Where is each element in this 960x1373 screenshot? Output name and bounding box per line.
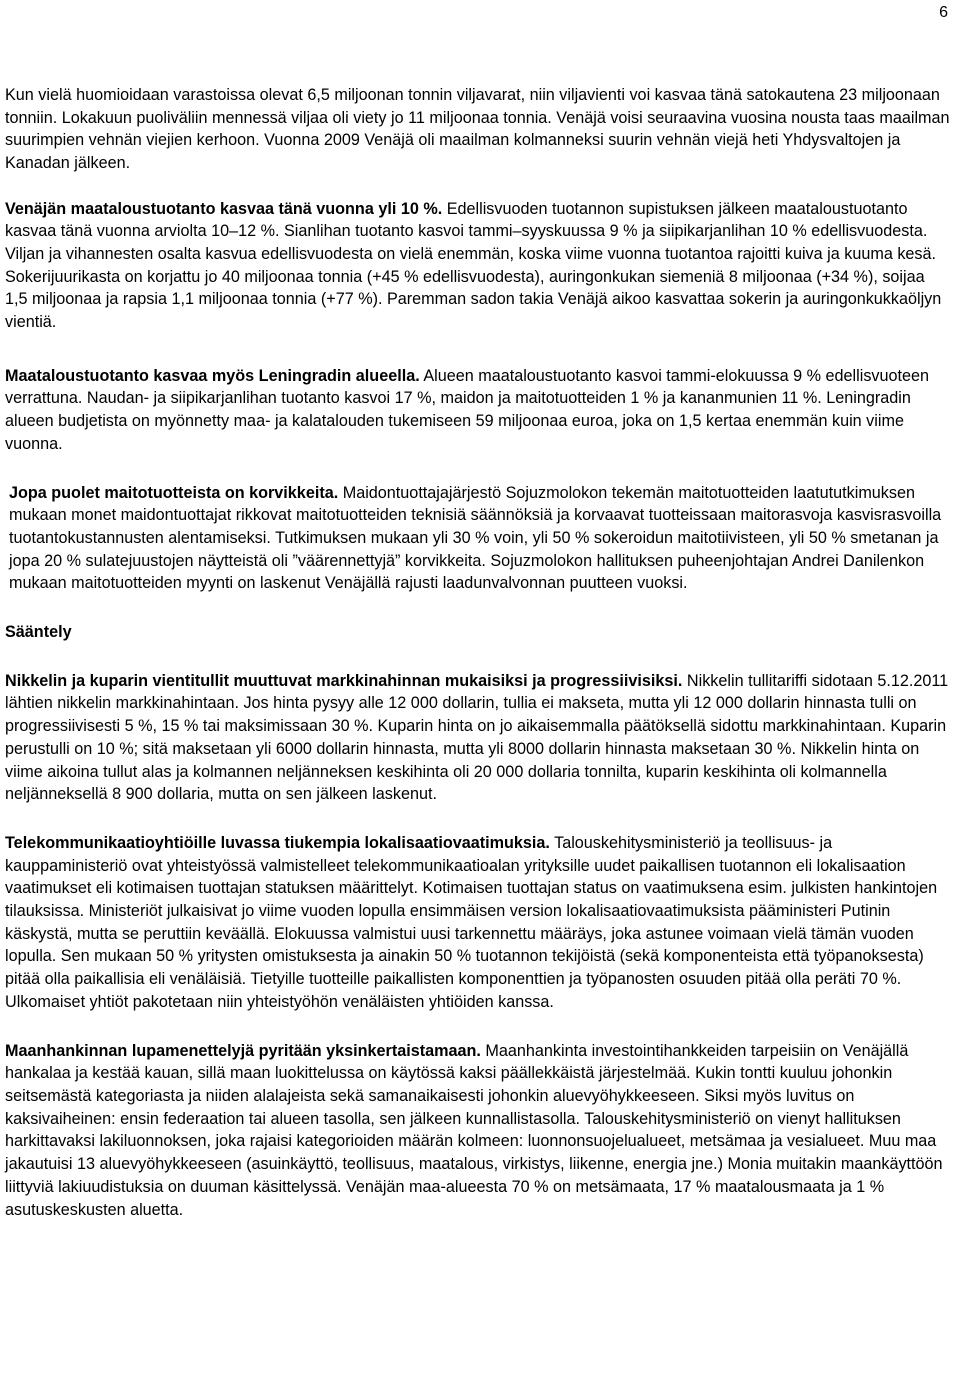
paragraph-nickel-copper [5,670,950,806]
paragraph-agri-production [5,198,950,334]
paragraph-text: Maidontuottajajärjestö Sojuzmolokon tekemän maitotuotteiden laatututkimuksen mukaan monet maidontuottajat rikkovat maitotuotteiden teknisiä säännöksiä ja korvaavat tuotteissaan maitorasvoja kasvisrasvoilla tuotantokustannusten alentamiseksi. Tutkimuksen mukaan yli 30 % voin, yli 50 % sokeroidun maitotiivisteen, yli 50 % smetanan ja jopa 20 % sulatejuustojen näytteistä oli ”väärennettyjä” korvikkeita. Sojuzmolokon hallituksen puheenjohtajan Andrei Danilenkon mukaan maitotuotteiden myynti on laskenut Venäjällä rajusti laadunvalvonnan puutteen vuoksi. [9,483,942,593]
paragraph-heading: Nikkelin ja kuparin vientitullit muuttuvat markkinahinnan mukaisiksi ja progressiivisiksi. [5,671,683,690]
paragraph-heading: Maataloustuotanto kasvaa myös Leningradin alueella. [5,366,420,385]
paragraph-text: Talouskehitysministeriö ja teollisuus- ja kauppaministeriö ovat yhteistyössä valmistelleet telekommunikaatioalan yrityksille uudet paikallisen tuotannon eli lokalisaation vaatimukset eli kotimaisen tuottajan statuksen määrittelyt. Kotimaisen tuottajan status on vaatimuksena esim. julkisten hankintojen tilauksissa. Ministeriöt julkaisivat jo viime vuoden lopulla ensimmäisen version lokalisaatiovaatimuksista pääministeri Putinin käskystä, mutta se peruttiin keväällä. Elokuussa valmistui uusi tarkennettu määräys, joka astunee voimaan vielä tämän vuoden lopulla. Sen mukaan 50 % yritysten omistuksesta ja ainakin 50 % tuotannon tekijöistä (sekä komponenteista että työpanoksesta) pitää olla paikallisia eli venäläisiä. Tietyille tuotteille paikallisten komponenttien ja työpanosten osuuden pitää olla peräti 70 %. Ulkomaiset yhtiöt pakotetaan niin yhteistyöhön venäläisten yhtiöiden kanssa. [5,833,938,1011]
paragraph-heading: Jopa puolet maitotuotteista on korvikkeita. [9,483,339,502]
paragraph-text: Kun vielä huomioidaan varastoissa olevat 6,5 miljoonan tonnin viljavarat, niin viljavienti voi kasvaa tänä satokautena 23 miljoonaan tonniin. Lokakuun puoliväliin mennessä viljaa oli viety jo 11 miljoonaa tonnia. Venäjä voisi seuraavina vuosina nousta taas maailman suurimpien vehnän viejien kerhoon. Vuonna 2009 Venäjä oli maailman kolmanneksi suurin vehnän viejä heti Yhdysvaltojen ja Kanadan jälkeen. [5,86,950,173]
paragraph-heading: Maanhankinnan lupamenettelyjä pyritään yksinkertaistamaan. [5,1041,481,1060]
paragraph-grain-exports [5,84,950,175]
paragraph-text: Maanhankinta investointihankkeiden tarpeisiin on Venäjällä hankalaa ja kestää kauan, sillä maan luokittelussa on käytössä kaksi päällekkäistä järjestelmää. Kukin tontti kuuluu johonkin seitsemästä kategoriasta ja niiden alalajeista sekä samanaikaisesti johonkin aluevyöhykkeeseen. Siksi myös luvitus on kaksivaiheinen: ensin federaation tai alueen tasolla, sen jälkeen kunnallistasolla. Talouskehitysministeriö on vienyt hallituksen harkittavaksi lakiluonnoksen, joka rajaisi kategorioiden määrän kolmeen: luonnonsuojelualueet, metsämaa ja vesialueet. Muu maa jakautuisi 13 aluevyöhykkeeseen (asuinkäyttö, teollisuus, maatalous, virkistys, liikenne, energia jne.) Monia muitakin maankäyttöön liittyviä lakiuudistuksia on duuman käsittelyssä. Venäjän maa-alueesta 70 % on metsämaata, 17 % maatalousmaata ja 1 % asutuskeskusten aluetta. [5,1041,943,1219]
paragraph-heading: Venäjän maataloustuotanto kasvaa tänä vuonna yli 10 %. [5,199,443,218]
paragraph-land-acquisition [5,1040,950,1222]
paragraph-leningrad [5,365,950,456]
document-body [5,84,950,1221]
paragraph-telecom-localisation [5,832,950,1014]
paragraph-text: Nikkelin tullitariffi sidotaan 5.12.2011 lähtien nikkelin markkinahintaan. Jos hinta pysyy alle 12 000 dollarin, tullia ei makseta, mutta yli 12 000 dollarin hinnasta tulli on progressiivisesti 5 %, 15 % tai maksimissaan 30 %. Kuparin hinta on jo aikaisemmalla päätöksellä sidottu markkinahintaan. Kuparin perustulli on 10 %; sitä maksetaan yli 6000 dollarin hinnasta, mutta yli 8000 dollarin hinnasta maksetaan 30 %. Nikkelin hinta on viime aikoina tullut alas ja kolmannen neljänneksen keskihinta oli 20 000 dollaria tonnilta, kuparin keskihinta oli kolmannella neljänneksellä 8 900 dollaria, mutta on sen jälkeen laskenut. [5,671,949,804]
paragraph-text: Alueen maataloustuotanto kasvoi tammi-elokuussa 9 % edellisvuoteen verrattuna. Naudan- ja siipikarjanlihan tuotanto kasvoi 17 %, maidon ja maitotuotteiden 1 % ja kananmunien 11 %. Leningradin alueen budjetista on myönnetty maa- ja kalatalouden tukemiseen 59 miljoonaa euroa, joka on 1,5 kertaa enemmän kuin viime vuonna. [5,366,930,453]
paragraph-heading: Telekommunikaatioyhtiöille luvassa tiukempia lokalisaatiovaatimuksia. [5,833,550,852]
paragraph-text: Edellisvuoden tuotannon supistuksen jälkeen maataloustuotanto kasvaa tänä vuonna arviolta 10–12 %. Sianlihan tuotanto kasvoi tammi–syyskuussa 9 % ja siipikarjanlihan 10 % edellisvuodesta. Viljan ja vihannesten osalta kasvua edellisvuodesta on vielä enemmän, koska viime vuonna tuotantoa rajoitti kuiva ja kuuma kesä. Sokerijuurikasta on korjattu jo 40 miljoonaa tonnia (+45 % edellisvuodesta), auringonkukan siemeniä 8 miljoonaa (+34 %), soijaa 1,5 miljoonaa ja rapsia 1,1 miljoonaa tonnia (+77 %). Paremman sadon takia Venäjä aikoo kasvattaa sokerin ja auringonkukkaöljyn vientiä. [5,199,942,332]
section-title-regulation [5,621,950,644]
page-number: 6 [939,4,948,21]
section-heading: Sääntely [5,623,72,642]
paragraph-dairy-substitutes [5,482,950,596]
